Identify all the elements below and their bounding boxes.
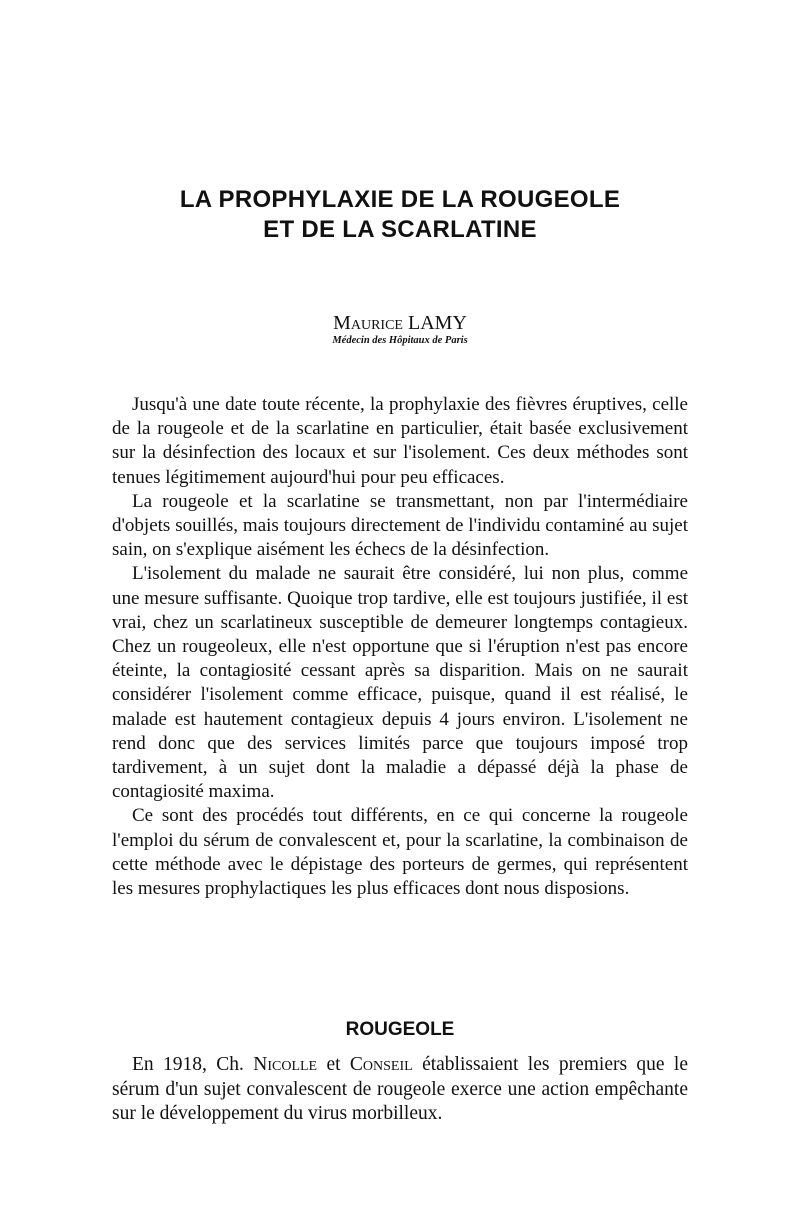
article-title: [0, 185, 800, 245]
paragraph-rougeole: [112, 1053, 688, 1127]
author-affiliation: Médecin des Hôpitaux de Paris: [332, 335, 468, 346]
author-reference-nicolle: Nicolle: [253, 1054, 318, 1075]
author-name: [0, 311, 800, 335]
author-reference-conseil: Conseil: [349, 1054, 413, 1075]
paragraph-methods: Ce sont des procédés tout différents, en ce qui concerne la rougeole l'emploi du sérum de convalescent et, pour la scarlatine, la combinaison de cette méthode avec le dépistage des porteurs de germes, qui représentent les mesures prophylactiques les plus efficaces dont nous disposions.: [112, 805, 688, 900]
lead-text: En 1918, Ch.: [132, 1054, 254, 1075]
title-line-2: ET DE LA SCARLATINE: [263, 216, 537, 243]
article-body: [112, 393, 688, 901]
author-first-name: Maurice: [333, 312, 403, 334]
paragraph-isolation: L'isolement du malade ne saurait être considéré, lui non plus, comme une mesure suffisante. Quoique trop tardive, elle est toujours justifiée, il est vrai, chez un scarlatineux susceptible de demeurer longtemps contagieux. Chez un rougeoleux, elle n'est opportune que si l'éruption n'est pas encore éteinte, la contagiosité cessant après sa disparition. Mais on ne saurait considérer l'isolement comme efficace, puisque, quand il est réalisé, le malade est hautement contagieux depuis 4 jours environ. L'isolement ne rend donc que des services limités parce que toujours imposé trop tardivement, à un sujet dont la maladie a dépassé déjà la phase de contagiosité maxima.: [112, 563, 688, 803]
rest-text: établissaient les premiers que le sérum d'un sujet convalescent de rougeole exerce une action empêchante sur le développement du virus morbilleux.: [112, 1054, 689, 1124]
paragraph-intro: Jusqu'à une date toute récente, la prophylaxie des fièvres éruptives, celle de la rougeole et de la scarlatine en particulier, était basée exclusivement sur la désinfection des locaux et sur l'isolement. Ces deux méthodes sont tenues légitimement aujourd'hui pour peu efficaces.: [112, 394, 688, 488]
paragraph-transmission: La rougeole et la scarlatine se transmettant, non par l'intermédiaire d'objets souillés, mais toujours directement de l'individu contaminé au sujet sain, on s'explique aisément les échecs de la désinfection.: [112, 490, 688, 561]
section-heading: ROUGEOLE: [345, 1019, 455, 1040]
author-last-name: LAMY: [408, 312, 467, 334]
section-body: [112, 1053, 688, 1127]
conjunction-text: et: [317, 1054, 350, 1075]
title-line-1: LA PROPHYLAXIE DE LA ROUGEOLE: [179, 186, 621, 213]
